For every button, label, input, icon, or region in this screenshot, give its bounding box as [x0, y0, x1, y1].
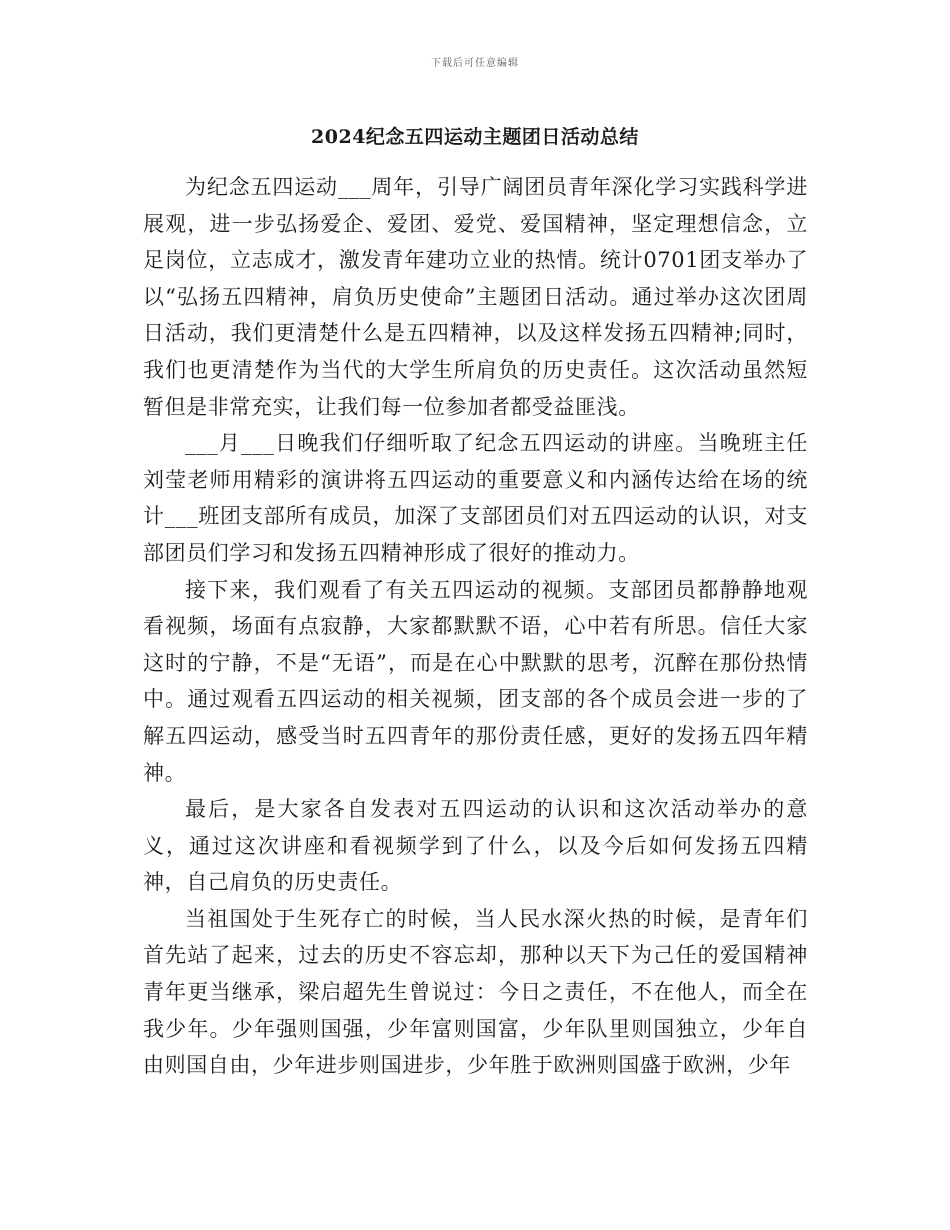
- document-body: [143, 169, 808, 1084]
- paragraph: 最后，是大家各自发表对五四运动的认识和这次活动举办的意义，通过这次讲座和看视频学到了什么，以及今后如何发扬五四精神，自己肩负的历史责任。: [143, 797, 808, 895]
- paragraph: 当祖国处于生死存亡的时候，当人民水深火热的时候，是青年们首先站了起来，过去的历史不容忘却，那种以天下为己任的爱国精神青年更当继承，梁启超先生曾说过：今日之责任，不在他人，而全在我少年。少年强则国强，少年富则国富，少年队里则国独立，少年自由则国自由，少年进步则国进步，少年胜于欧洲则国盛于欧洲，少年: [143, 906, 808, 1078]
- document-title: 2024纪念五四运动主题团日活动总结: [311, 126, 639, 148]
- paragraph: 接下来，我们观看了有关五四运动的视频。支部团员都静静地观看视频，场面有点寂静，大家都默默不语，心中若有所思。信任大家这时的宁静，不是“无语”，而是在心中默默的思考，沉醉在那份热情中。通过观看五四运动的相关视频，团支部的各个成员会进一步的了解五四运动，感受当时五四青年的那份责任感，更好的发扬五四年精神。: [143, 577, 808, 785]
- paragraph: ___月___日晚我们仔细听取了纪念五四运动的讲座。当晚班主任刘莹老师用精彩的演讲将五四运动的重要意义和内涵传达给在场的统计___班团支部所有成员，加深了支部团员们对五四运动的认识，对支部团员们学习和发扬五四精神形成了很好的推动力。: [143, 431, 808, 565]
- paragraph: 为纪念五四运动___周年，引导广阔团员青年深化学习实践科学进展观，进一步弘扬爱企、爱团、爱党、爱国精神，坚定理想信念，立足岗位，立志成才，激发青年建功立业的热情。统计0701团支举办了以“弘扬五四精神，肩负历史使命”主题团日活动。通过举办这次团周日活动，我们更清楚什么是五四精神，以及这样发扬五四精神;同时，我们也更清楚作为当代的大学生所肩负的历史责任。这次活动虽然短暂但是非常充实，让我们每一位参加者都受益匪浅。: [143, 175, 808, 419]
- header-note: 下载后可任意编辑: [431, 58, 519, 69]
